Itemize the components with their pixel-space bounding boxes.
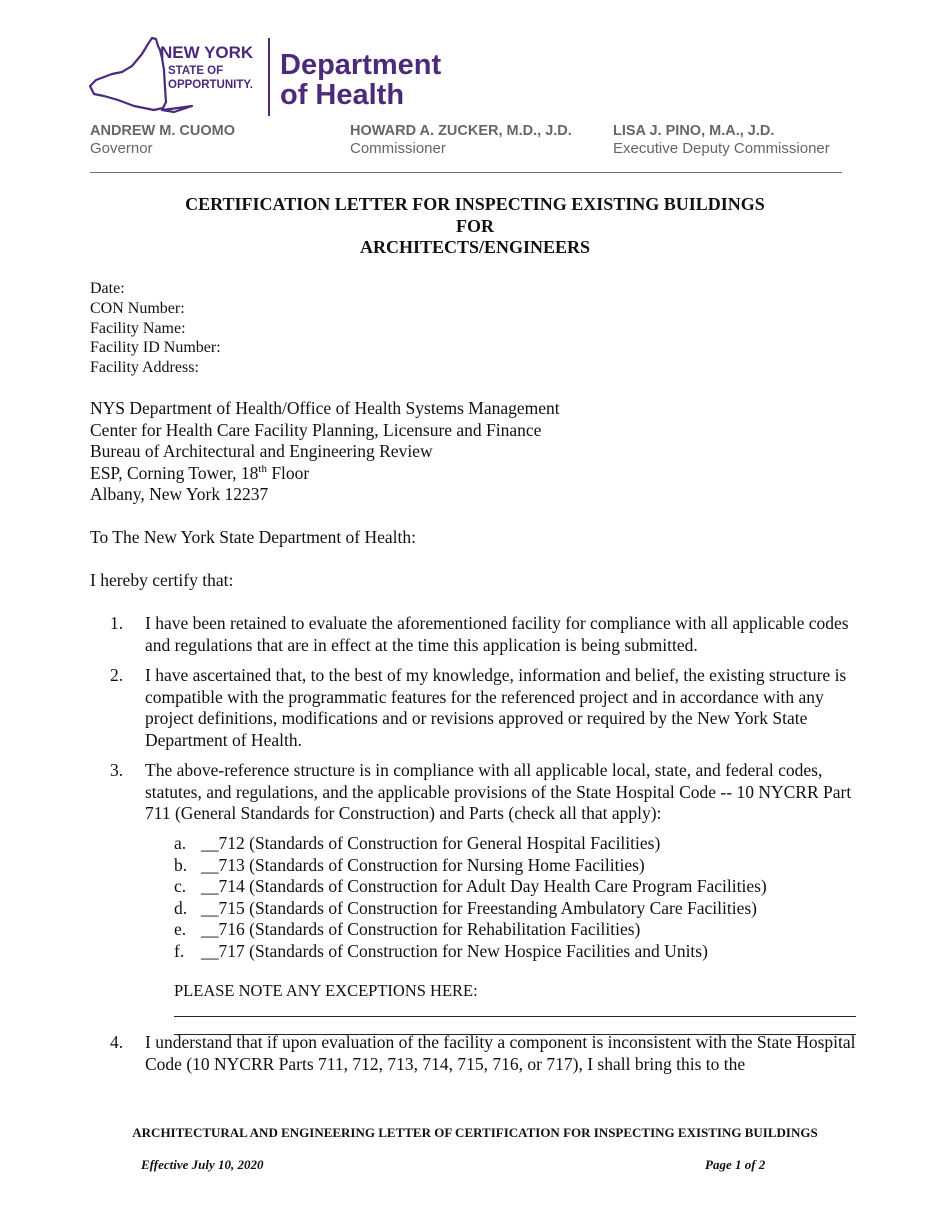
- checklist-letter: c.: [174, 876, 187, 896]
- logo-text-state-of: STATE OF: [168, 65, 224, 77]
- list-item: [110, 613, 870, 656]
- checklist-letter: f.: [174, 940, 185, 961]
- checklist-item-714[interactable]: [174, 876, 767, 898]
- list-item: [110, 665, 870, 751]
- official-deputy-commissioner: [613, 122, 830, 158]
- ordinal-suffix: th: [258, 462, 267, 475]
- address-line: [90, 463, 560, 485]
- certify-intro: I hereby certify that:: [90, 570, 234, 590]
- checklist-item-712[interactable]: [174, 833, 767, 855]
- title-line: FOR: [456, 215, 494, 236]
- checklist-letter: b.: [174, 854, 188, 875]
- item-text: I have been retained to evaluate the aforementioned facility for compliance with all applicable codes and regulations that are in effect at the time this application is being submitted.: [145, 613, 849, 655]
- list-item: [110, 1032, 870, 1075]
- checklist-text: __712 (Standards of Construction for General Hospital Facilities): [201, 833, 661, 853]
- checklist-text: __713 (Standards of Construction for Nursing Home Facilities): [201, 854, 645, 875]
- officials-row: [0, 122, 950, 162]
- exceptions-label: PLEASE NOTE ANY EXCEPTIONS HERE:: [174, 981, 478, 1000]
- checklist-item-713[interactable]: [174, 855, 767, 877]
- logo-text-department: Department: [280, 49, 442, 81]
- logo-text-new-york: NEW YORK: [160, 43, 254, 62]
- item-number: 1.: [110, 613, 124, 633]
- nys-department-of-health-logo: [88, 36, 448, 118]
- letterhead-divider: [90, 172, 842, 173]
- exceptions-blank-line[interactable]: [174, 1016, 856, 1017]
- checklist-text: __716 (Standards of Construction for Rehabilitation Facilities): [201, 919, 641, 939]
- item-text: The above-reference structure is in compliance with all applicable local, state, and federal codes, statutes, and regulations, and the applicable provisions of the State Hospital Code -- 10 NYCRR Part 711 (General Standards for Construction) and Parts (check all that apply):: [145, 760, 852, 823]
- checklist-text: __715 (Standards of Construction for Freestanding Ambulatory Care Facilities): [201, 897, 758, 918]
- checklist-letter: d.: [174, 897, 188, 918]
- document-title: [0, 194, 950, 259]
- recipient-address: [90, 398, 560, 506]
- official-commissioner: [350, 122, 572, 158]
- official-name: HOWARD A. ZUCKER, M.D., J.D.: [350, 123, 572, 139]
- official-title: Governor: [90, 140, 153, 157]
- effective-date: Effective July 10, 2020: [141, 1157, 264, 1172]
- address-line: Bureau of Architectural and Engineering Review: [90, 441, 433, 461]
- official-name: ANDREW M. CUOMO: [90, 123, 235, 139]
- field-con-number: CON Number:: [90, 299, 185, 317]
- title-line: ARCHITECTS/ENGINEERS: [359, 237, 591, 257]
- part-checklist: [174, 833, 767, 962]
- address-line: NYS Department of Health/Office of Health Systems Management: [90, 398, 560, 418]
- salutation: To The New York State Department of Health:: [90, 527, 417, 547]
- item-number: 2.: [110, 665, 124, 685]
- official-governor: [90, 122, 235, 158]
- logo-text-of-health: of Health: [280, 79, 405, 111]
- address-line: Center for Health Care Facility Planning, Licensure and Finance: [90, 419, 542, 440]
- checklist-item-715[interactable]: [174, 898, 767, 920]
- field-facility-address: Facility Address:: [90, 359, 199, 377]
- item-text: I understand that if upon evaluation of the facility a component is inconsistent with the State Hospital Code (10 NYCRR Parts 711, 712, 713, 714, 715, 716, or 717), I shall bring this to the: [145, 1032, 856, 1074]
- logo-text-opportunity: OPPORTUNITY.: [168, 79, 253, 91]
- address-line-text: ESP, Corning Tower, 18: [90, 462, 259, 483]
- address-line: Albany, New York 12237: [90, 484, 269, 504]
- list-item: [110, 760, 870, 825]
- address-line-text: Floor: [266, 462, 310, 483]
- checklist-text: __714 (Standards of Construction for Adult Day Health Care Program Facilities): [201, 876, 767, 896]
- checklist-item-717[interactable]: [174, 941, 767, 963]
- official-name: LISA J. PINO, M.A., J.D.: [613, 123, 775, 139]
- checklist-item-716[interactable]: [174, 919, 767, 941]
- checklist-text: __717 (Standards of Construction for New Hospice Facilities and Units): [201, 940, 708, 961]
- field-date: Date:: [90, 280, 125, 297]
- item-number: 4.: [110, 1032, 124, 1052]
- item-text: I have ascertained that, to the best of my knowledge, information and belief, the existing structure is compatible with the programmatic features for the referenced project and in accordance with any project definitions, modifications and or revisions approved or required by the New York State Department of Health.: [145, 665, 847, 750]
- item-number: 3.: [110, 760, 124, 780]
- checklist-letter: a.: [174, 833, 187, 853]
- official-title: Commissioner: [350, 140, 446, 157]
- facility-fields: [90, 279, 221, 378]
- field-facility-name: Facility Name:: [90, 319, 186, 337]
- checklist-letter: e.: [174, 919, 187, 939]
- footer-title: ARCHITECTURAL AND ENGINEERING LETTER OF CERTIFICATION FOR INSPECTING EXISTING BUILDINGS: [132, 1125, 818, 1140]
- title-line: CERTIFICATION LETTER FOR INSPECTING EXISTING BUILDINGS: [185, 194, 765, 214]
- field-facility-id: Facility ID Number:: [90, 339, 221, 357]
- official-title: Executive Deputy Commissioner: [613, 140, 830, 157]
- page-number: Page 1 of 2: [705, 1157, 766, 1172]
